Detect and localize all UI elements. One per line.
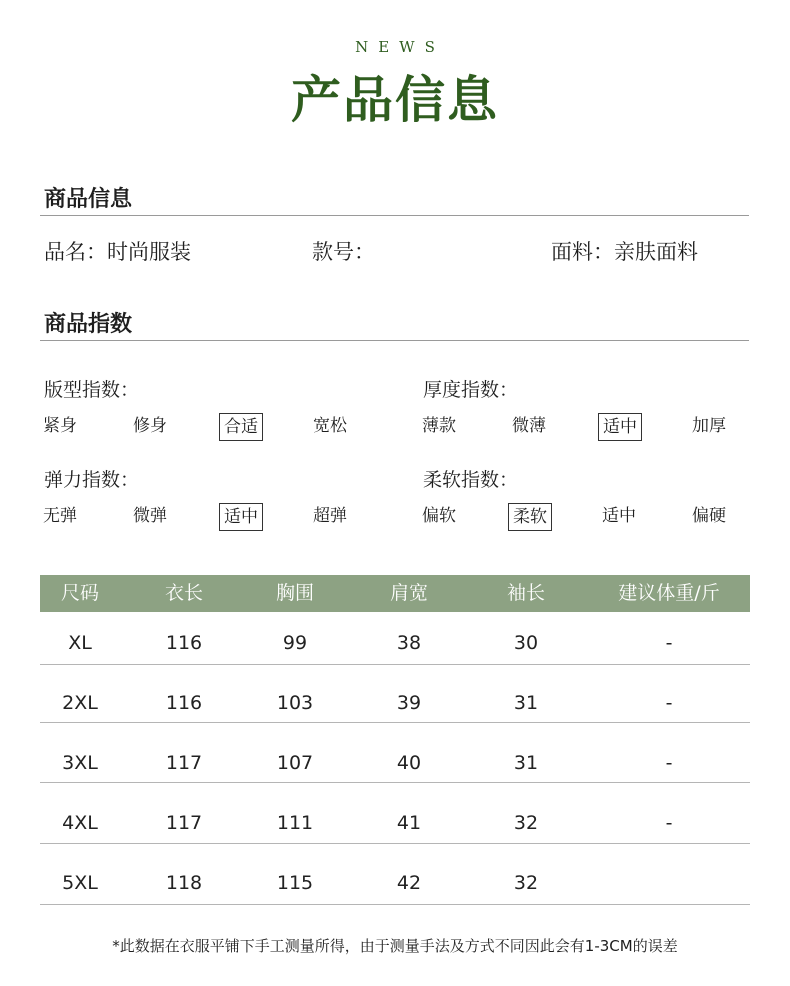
table-cell: -: [665, 632, 673, 654]
thickness-index-label: 厚度指数：: [423, 379, 519, 401]
table-cell: 4XL: [62, 812, 98, 834]
index-option: 偏软: [422, 506, 456, 526]
fabric: 面料：亲肤面料: [551, 240, 698, 264]
table-cell: 5XL: [62, 872, 98, 894]
product-name: 品名：时尚服装: [44, 240, 191, 264]
table-cell: 40: [396, 752, 422, 774]
table-cell: 111: [276, 812, 314, 834]
row-divider: [40, 722, 750, 723]
column-header: 胸围: [275, 582, 314, 604]
column-header: 衣长: [164, 582, 203, 604]
index-option: 紧身: [43, 416, 77, 436]
index-option-selected: 适中: [219, 503, 263, 531]
row-divider: [40, 843, 750, 844]
news-kicker: NEWS: [355, 38, 445, 56]
table-cell: 41: [396, 812, 422, 834]
index-option: 微弹: [133, 506, 167, 526]
table-cell: 117: [165, 812, 203, 834]
table-cell: XL: [68, 632, 92, 654]
table-cell: 99: [282, 632, 308, 654]
index-option: 适中: [602, 506, 636, 526]
column-header: 袖长: [506, 582, 545, 604]
index-option: 偏硬: [692, 506, 726, 526]
row-divider: [40, 664, 750, 665]
table-cell: -: [665, 752, 673, 774]
index-option-selected: 柔软: [508, 503, 552, 531]
index-option: 无弹: [43, 506, 77, 526]
index-option-selected: 适中: [598, 413, 642, 441]
fit-index-label: 版型指数：: [44, 379, 140, 401]
product-index-heading: 商品指数: [44, 312, 133, 337]
table-cell: 39: [396, 692, 422, 714]
table-cell: 38: [396, 632, 422, 654]
column-header: 建议体重/斤: [618, 582, 720, 604]
page-title: 产品信息: [291, 70, 499, 129]
softness-index-label: 柔软指数：: [423, 469, 519, 491]
measurement-note: *此数据在衣服平铺下手工测量所得，由于测量手法及方式不同因此会有1-3CM的误差: [112, 937, 678, 955]
index-option: 微薄: [512, 416, 546, 436]
table-cell: 32: [513, 812, 539, 834]
table-cell: 32: [513, 872, 539, 894]
row-divider: [40, 782, 750, 783]
table-cell: 115: [276, 872, 314, 894]
table-cell: 2XL: [62, 692, 98, 714]
table-cell: 116: [165, 632, 203, 654]
product-info-heading: 商品信息: [44, 187, 133, 212]
column-header: 肩宽: [389, 582, 428, 604]
table-cell: [594, 868, 744, 898]
style-number: 款号：: [312, 240, 375, 264]
index-option-selected: 合适: [219, 413, 263, 441]
index-option: 修身: [133, 416, 167, 436]
table-cell: -: [665, 692, 673, 714]
table-cell: 103: [276, 692, 314, 714]
divider: [40, 215, 749, 216]
table-cell: -: [665, 812, 673, 834]
column-header: 尺码: [60, 582, 99, 604]
table-cell: 3XL: [62, 752, 98, 774]
index-option: 加厚: [692, 416, 726, 436]
table-cell: 31: [513, 692, 539, 714]
row-divider: [40, 904, 750, 905]
elasticity-index-label: 弹力指数：: [44, 469, 140, 491]
table-cell: 30: [513, 632, 539, 654]
divider: [40, 340, 749, 341]
table-cell: 117: [165, 752, 203, 774]
index-option: 薄款: [422, 416, 456, 436]
index-option: 超弹: [313, 506, 347, 526]
index-option: 宽松: [313, 416, 347, 436]
table-cell: 118: [165, 872, 203, 894]
table-cell: 116: [165, 692, 203, 714]
table-cell: 107: [276, 752, 314, 774]
table-cell: 42: [396, 872, 422, 894]
table-cell: 31: [513, 752, 539, 774]
